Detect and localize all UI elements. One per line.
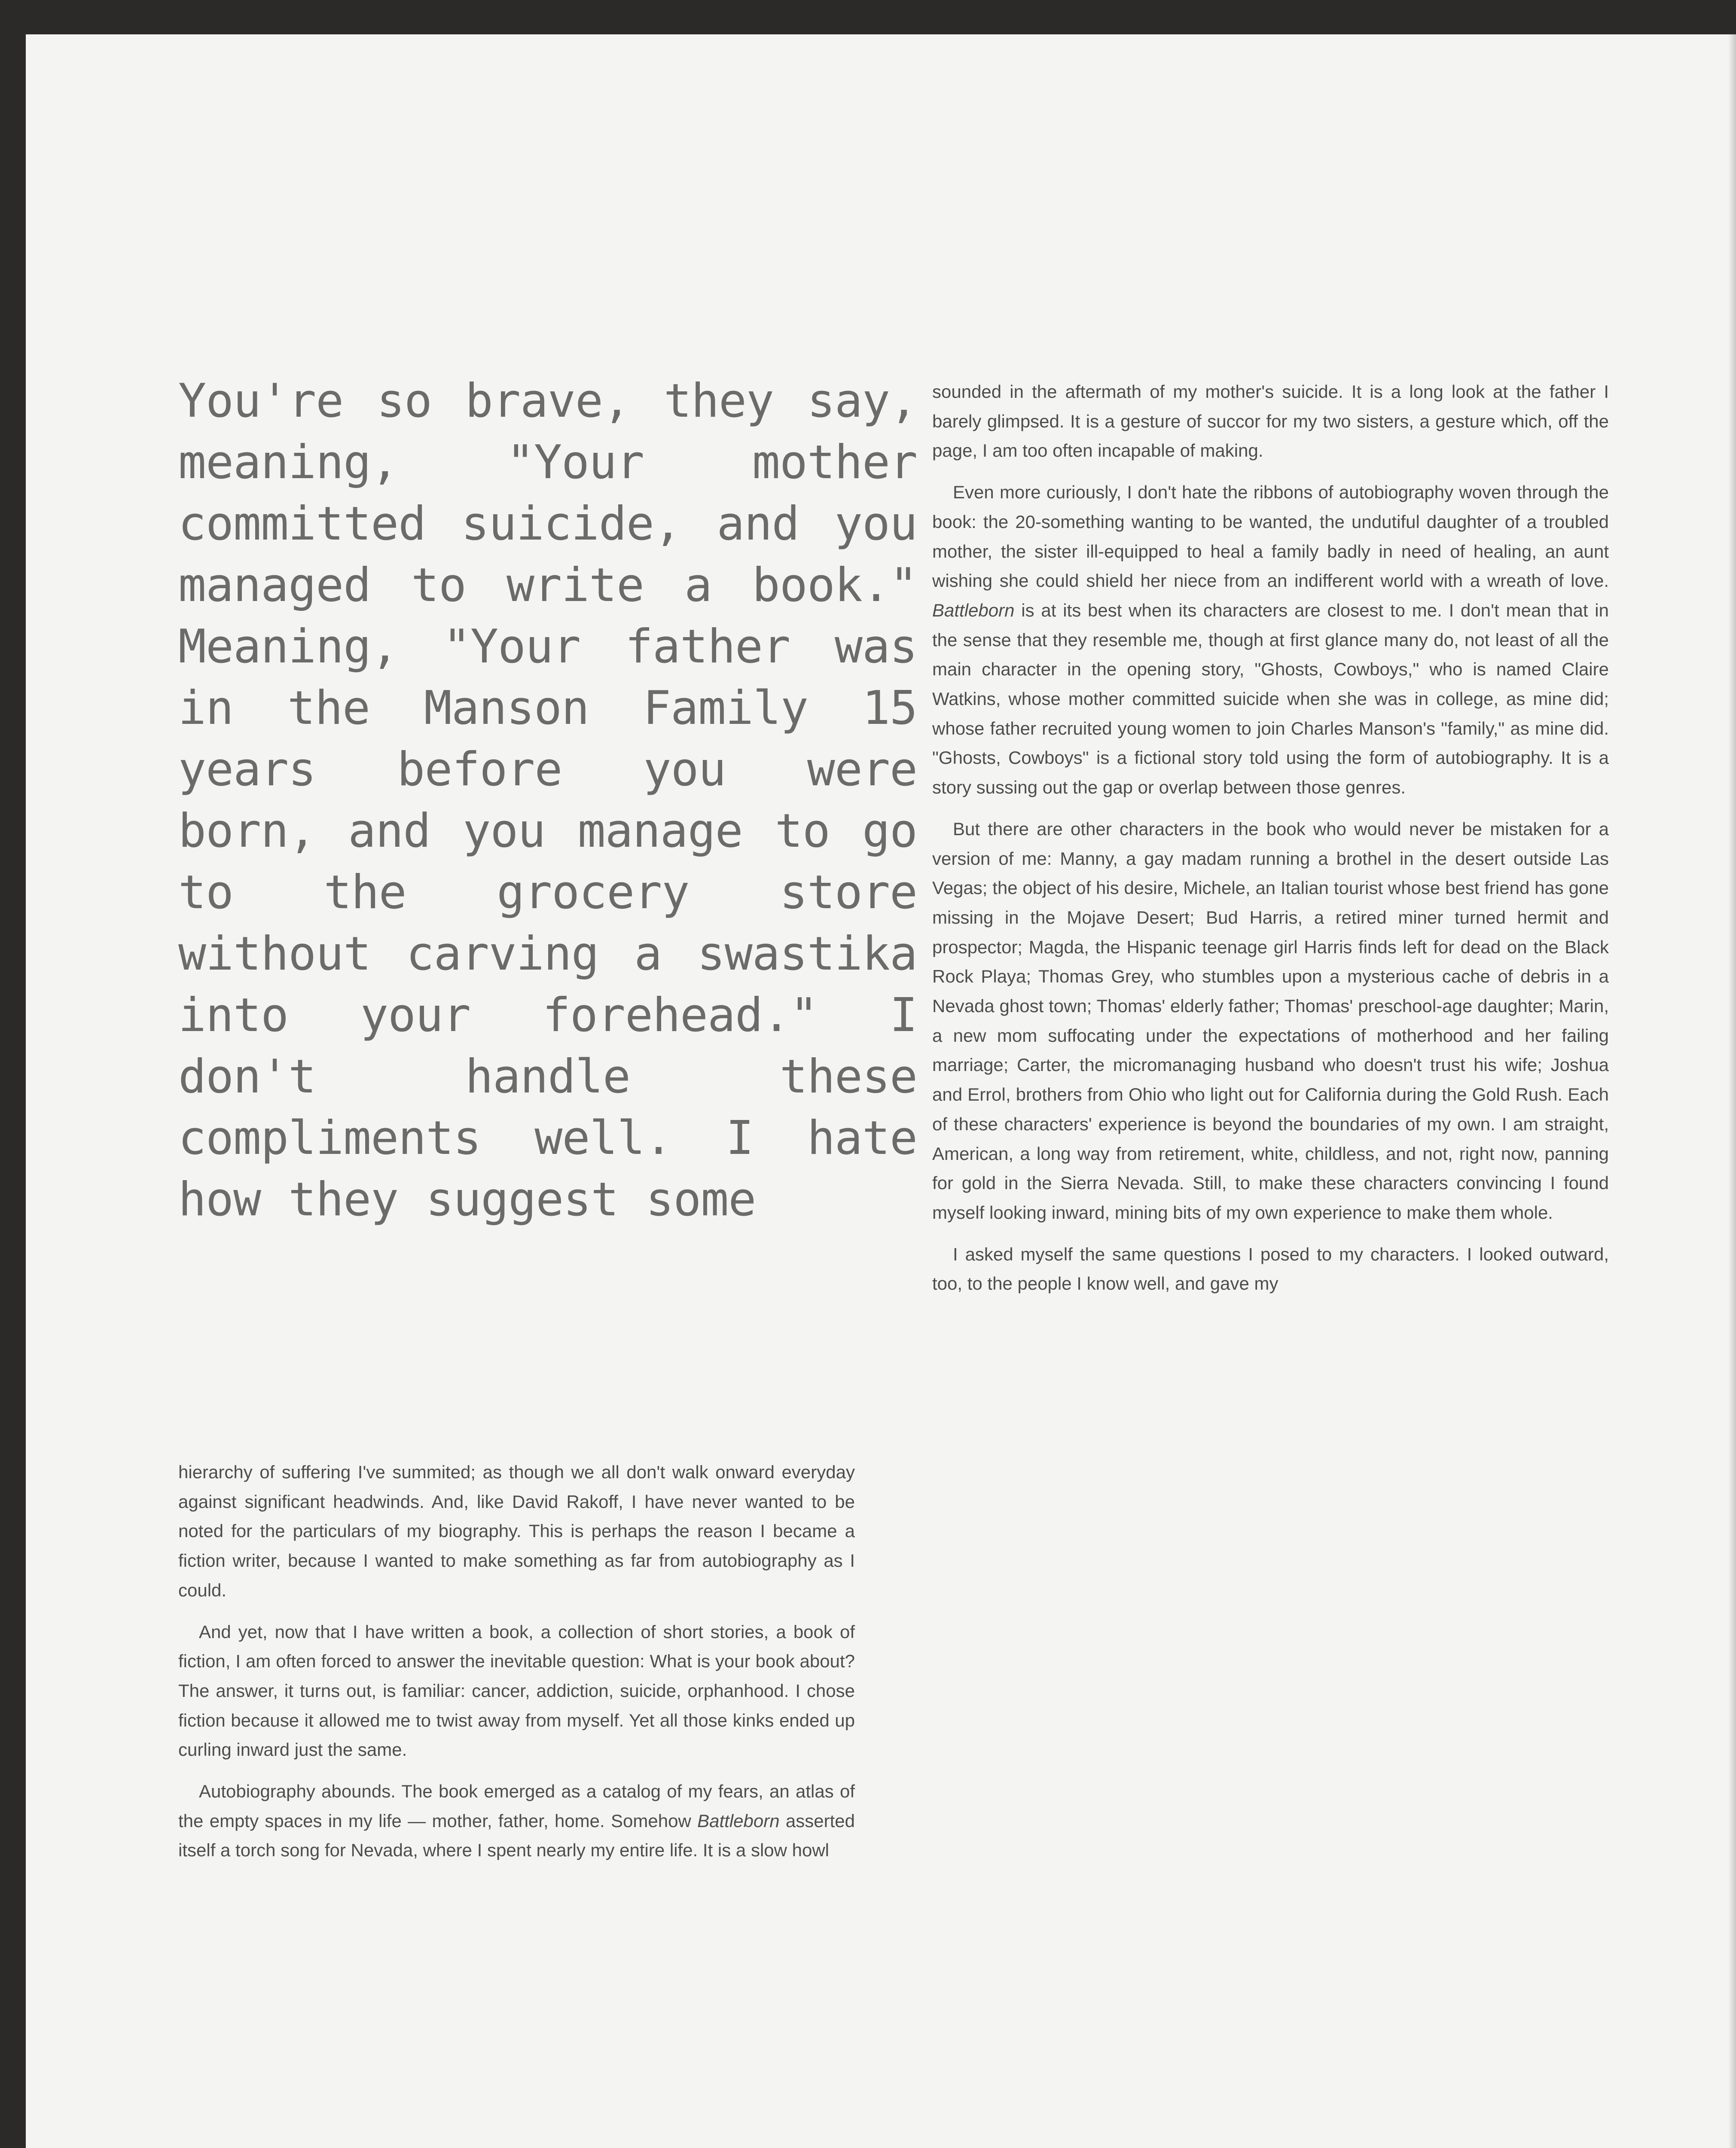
magazine-page: [26, 34, 1736, 2148]
right-paragraph-3: But there are other characters in the book who would never be mistaken for a version of me: Manny, a gay madam running a brothel in the desert outside Las Vegas; the object of his desire, Michele, an Italian tourist whose best friend has gone missing in the Mojave Desert; Bud Harris, a retired miner turned hermit and prospector; Magda, the Hispanic teenage girl Harris finds left for dead on the Black Rock Playa; Thomas Grey, who stumbles upon a mysterious cache of debris in a Nevada ghost town; Thomas' elderly father; Thomas' preschool-age daughter; Marin, a new mom suffocating under the expectations of motherhood and her failing marriage; Carter, the micromanaging husband who doesn't trust his wife; Joshua and Errol, brothers from Ohio who light out for California during the Gold Rush. Each of these characters' experience is beyond the boundaries of my own. I am straight, American, a long way from retirement, white, childless, and not, right now, panning for gold in the Sierra Nevada. Still, to make these characters convincing I found myself looking inward, mining bits of my own experience to make them whole.: [932, 818, 1609, 1223]
right-paragraph-2-text-a: Even more curiously, I don't hate the ribbons of autobiography woven through the book: the 20-something wanting to be wanted, the undutiful daughter of a troubled mother, the sister ill-equipped to heal a family badly in need of healing, an aunt wishing she could shield her niece from an indifferent world with a wreath of love.: [932, 482, 1609, 591]
left-paragraph-3: [178, 1777, 855, 1865]
left-paragraph-1: hierarchy of suffering I've summited; as though we all don't walk onward everyday against significant headwinds. And, like David Rakoff, I have never wanted to be noted for the particulars of my biography. This is perhaps the reason I became a fiction writer, because I wanted to make something as far from autobiography as I could.: [178, 1462, 855, 1600]
right-paragraph-2-text-b: is at its best when its characters are closest to me. I don't mean that in the sense that they resemble me, though at first glance many do, not least of all the main character in the opening story, "Ghosts, Cowboys," who is named Claire Watkins, whose mother committed suicide when she was in college, as mine did; whose father recruited young women to join Charles Manson's "family," as mine did. "Ghosts, Cowboys" is a fictional story told using the form of autobiography. It is a story sussing out the gap or overlap between those genres.: [932, 600, 1609, 798]
page-binding-edge: [1728, 34, 1736, 2148]
left-paragraph-3-text-a: Autobiography abounds. The book emerged as a catalog of my fears, an atlas of the empty spaces in my life — mother, father, home. Somehow: [178, 1781, 855, 1831]
pull-quote: You're so brave, they say, meaning, "Your mother committed suicide, and you managed to write a book." Meaning, "Your father was in the Manson Family 15 years before you were born, and you manage to go to the grocery store without carving a swastika into your forehead." I don't handle these compliments well. I hate how they suggest some: [178, 374, 917, 1227]
left-column: [178, 1458, 855, 1877]
right-paragraph-1: sounded in the aftermath of my mother's suicide. It is a long look at the father I barely glimpsed. It is a gesture of succor for my two sisters, a gesture which, off the page, I am too often incapable of making.: [932, 381, 1609, 461]
left-paragraph-3-text-b: asserted itself a torch song for Nevada, where I spent nearly my entire life. It is a slow howl: [178, 1810, 855, 1861]
right-paragraph-2: [932, 478, 1609, 802]
right-paragraph-4: I asked myself the same questions I posed to my characters. I looked outward, too, to the people I know well, and gave my: [932, 1244, 1609, 1294]
left-paragraph-2: And yet, now that I have written a book, a collection of short stories, a book of fiction, I am often forced to answer the inevitable question: What is your book about? The answer, it turns out, is familiar: cancer, addiction, suicide, orphanhood. I chose fiction because it allowed me to twist away from myself. Yet all those kinks ended up curling inward just the same.: [178, 1621, 855, 1760]
book-title-battleborn: Battleborn: [932, 600, 1015, 620]
right-column: [932, 377, 1609, 1311]
book-title-battleborn: Battleborn: [697, 1810, 780, 1831]
